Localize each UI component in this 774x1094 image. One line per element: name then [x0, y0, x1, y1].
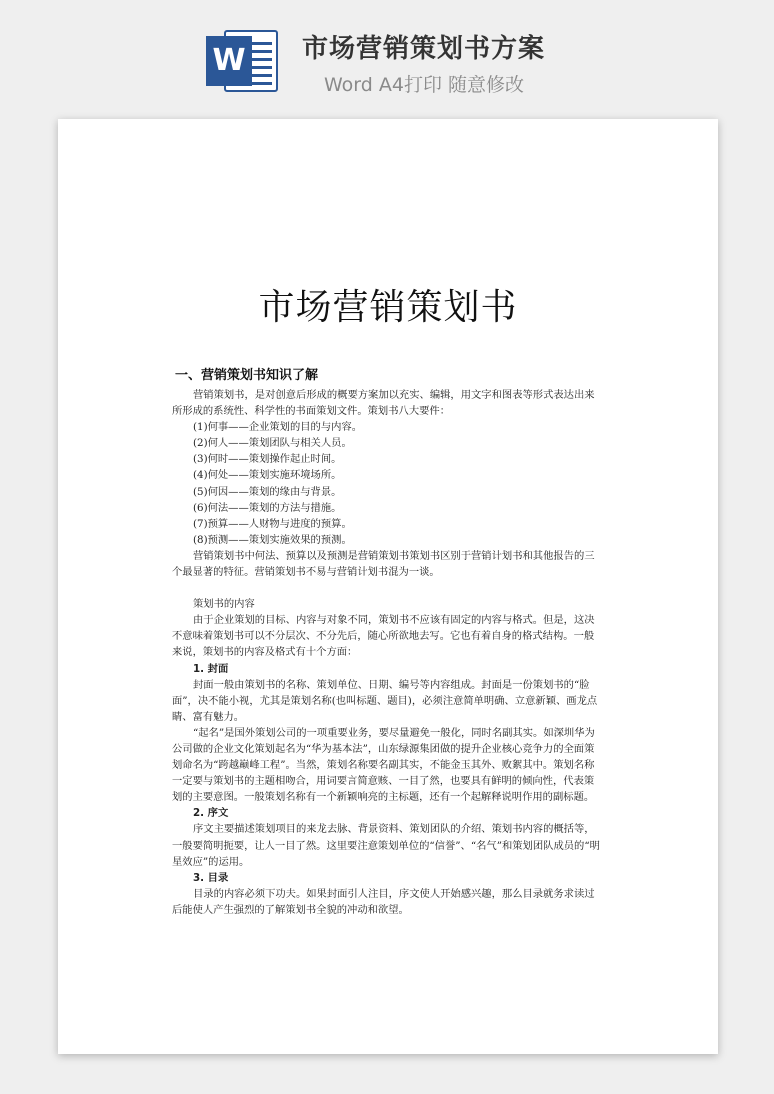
paragraph: 由于企业策划的目标、内容与对象不同，策划书不应该有固定的内容与格式。但是，这决不意味着策划书可以不分层次、不分先后，随心所欲地去写。它也有着自身的格式结构。一般来说，策划书的内容及格式有十个方面： [172, 614, 595, 659]
list-item: (4)何处——策划实施环境场所。 [193, 469, 342, 482]
header-subtitle: Word A4打印 随意修改 [324, 74, 525, 96]
blank-line [172, 580, 603, 596]
word-logo-letter: W [206, 36, 252, 86]
page-header [0, 0, 774, 118]
list-item: (1)何事——企业策划的目的与内容。 [193, 421, 363, 434]
subsection-heading: 1. 封面 [193, 662, 229, 675]
paragraph: 营销策划书中何法、预算以及预测是营销策划书策划书区别于营销计划书和其他报告的三个最显著的特征。营销策划书不易与营销计划书混为一谈。 [172, 549, 595, 579]
word-document-icon [206, 24, 278, 96]
list-item: 策划书的内容 [193, 598, 255, 611]
list-item: (5)何因——策划的缘由与背景。 [193, 485, 342, 498]
list-item: (2)何人——策划团队与相关人员。 [193, 437, 352, 450]
list-item: (6)何法——策划的方法与措施。 [193, 501, 342, 514]
header-title: 市场营销策划书方案 [302, 34, 546, 64]
paragraph: 营销策划书，是对创意后形成的概要方案加以充实、编辑，用文字和图表等形式表达出来所形成的系统性、科学性的书面策划文件。策划书八大要件： [172, 389, 595, 418]
paragraph: 目录的内容必须下功夫。如果封面引人注目，序文使人开始感兴趣，那么目录就务求读过后能使人产生强烈的了解策划书全貌的冲动和欲望。 [172, 887, 595, 916]
list-item: (3)何时——策划操作起止时间。 [193, 453, 342, 466]
list-item: (7)预算——人财物与进度的预算。 [193, 517, 352, 530]
paragraph: “起名”是国外策划公司的一项重要业务，要尽量避免一般化，同时名副其实。如深圳华为公司做的企业文化策划起名为“华为基本法”，山东绿源集团做的提升企业核心竞争力的全面策划命名为“跨越巅峰工程”。当然，策划名称要名副其实，不能金玉其外、败絮其中。策划名称一定要与策划书的主题相吻合，用词要言简意赅、一目了然，也要具有鲜明的倾向性，代表策划的主要意图。一般策划名称有一个新颖响亮的主标题，还有一个起解释说明作用的副标题。 [172, 726, 595, 804]
section-heading: 一、营销策划书知识了解 [175, 368, 319, 383]
document-title: 市场营销策划书 [258, 287, 518, 328]
subsection-heading: 3. 目录 [193, 871, 229, 884]
subsection-heading: 2. 序文 [193, 807, 229, 820]
list-item: (8)预测——策划实施效果的预测。 [193, 533, 352, 546]
document-page [58, 119, 718, 1054]
document-body [172, 387, 603, 918]
paragraph: 序文主要描述策划项目的来龙去脉、背景资料、策划团队的介绍、策划书内容的概括等，一般要简明扼要，让人一目了然。这里要注意策划单位的“信誉”、“名气”和策划团队成员的“明星效应”的运用。 [172, 823, 600, 868]
paragraph: 封面一般由策划书的名称、策划单位、日期、编号等内容组成。封面是一份策划书的“脸面”，决不能小视，尤其是策划名称(也叫标题、题目)，必须注意简单明确、立意新颖、画龙点睛、富有魅力。 [172, 678, 598, 723]
